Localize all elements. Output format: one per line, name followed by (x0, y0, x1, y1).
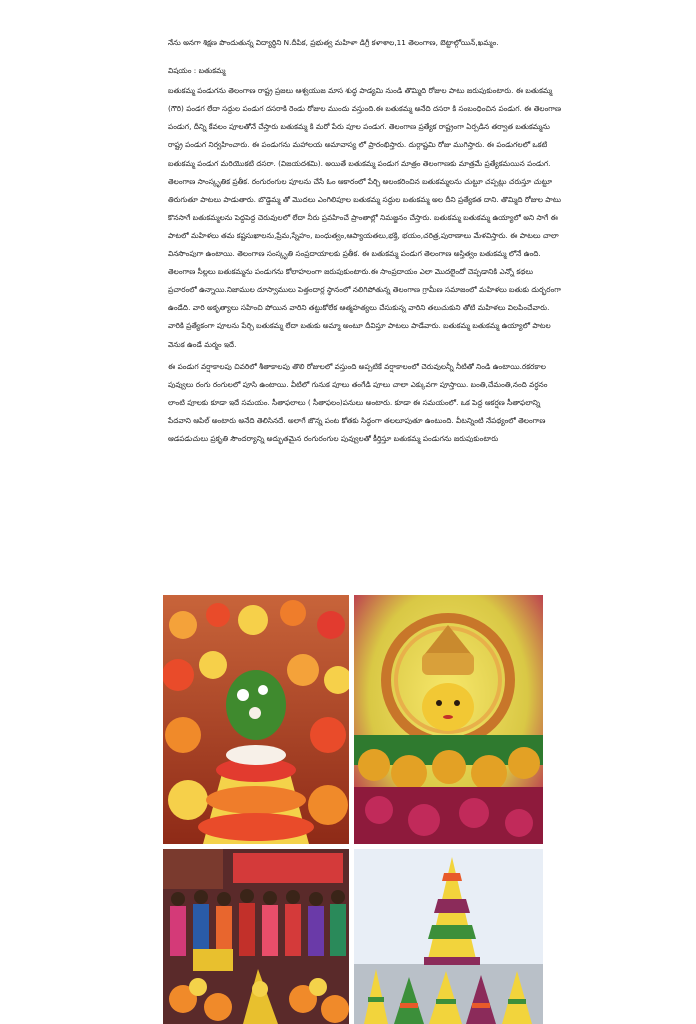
body-paragraph-1: బతుకమ్మ పండుగను తెలంగాణ రాష్ట్ర ప్రజలు ఆశ్వయుజ మాస శుద్ధ పాడ్యమి నుండి తొమ్మిది రోజుల పాటు జరుపుకుంటారు. ఈ బతుకమ్మ (గౌరి) పండగ లేదా సద్దుల పండుగ దసరాకి రెండు రోజుల ముందు వస్తుంది.ఈ బతుకమ్మ అనేది దసరా కి సంబంధించిన పండుగ. ఈ తెలంగాణ పండుగ, దీన్ని కేవలం పూలతోనే చేస్తారు బతుకమ్మ కి మరో పేరు పూల పండుగ. తెలంగాణ ప్రత్యేక రాష్ట్రంగా ఏర్పడిన తర్వాత బతుకమ్మను రాష్ట్ర పండుగ నిర్వహించారు. ఈ పండుగను మహాలయ అమావాస్య లో ప్రారంభిస్తారు. దుర్గాష్టమి రోజు ముగిస్తారు. ఈ పండుగలలో ఒకటి బతుకమ్మ పండుగ మరియొకటి దసరా. (విజయదశమి). అయితే బతుకమ్మ పండుగ మాత్రం తెలంగాణకు మాత్రమే ప్రత్యేకమయిన పండుగ. తెలంగాణ సాంస్కృతిక ప్రతీక. రంగురంగుల పూలను చేసే ఓం ఆకారంలో పేర్చి అలంకరించిన బతుకమ్మలను చుట్టూ చప్పట్లు చరుస్తూ చుట్టూ తిరుగుతూ పాటలు పాడుతారు. బొడ్డెమ్మ తో మొదలు ఎంగిలిపూల బతుకమ్మ సద్దుల బతుకమ్మ అల దీని ప్రత్యేకత దాని. తొమ్మిది రోజుల పాటు కొనసాగే బతుకమ్మలను పెద్దపెద్ద చెరువులలో లేదా నీరు ప్రవహించే ప్రాంతాల్లో నిమజ్జనం చేస్తారు. బతుకమ్మ బతుకమ్మ ఉయ్యాలో అని సాగే ఈ పాటలో మహిళలు తమ కష్టసుఖాలను,ప్రేమ,స్నేహం, బంధుత్వం,ఆప్యాయతలు,భక్తి, భయం,చరిత్ర,పురాణాలు మేళవిస్తారు. ఈ పాటలు చాలా వినసొంపుగా ఉంటాయి. తెలంగాణ సంస్కృతి సంప్రదాయాలకు ప్రతీక. ఈ బతుకమ్మ పండుగ తెలంగాణ అస్తిత్వం బతుకమ్మ లోనే ఉంది. తెలంగాణ సీల్లలు బతుకమ్మను పండుగను కోలాహలంగా జరుపుకుంటారు.ఈ సాంప్రదాయం ఎలా మొదలైందో చెప్పడానికి ఎన్నో కథలు ప్రచారంలో ఉన్నాయి.నిజాముల దూస్వాములు పెత్తందార్ల స్థానంలో నలిగిపోతున్న తెలంగాణ గ్రామీణ సమాజంలో మహిళలు బతుకు దుర్భరంగా ఉండేది. వారి అకృత్యాలు సహించి పోయిన వారిని తట్టుకోలేక ఆత్మహత్యలు చేసుకున్న వారిని తలుచుకుని తోటి మహిళలు విలపించేవారు. వారికి ప్రత్యేకంగా పూలను పేర్చి బతుకమ్మ లేదా బతుకు అమ్మా అంటూ దీవిస్తూ పాటలు పాడేవారు. బతుకమ్మ బతుకమ్మ ఉయ్యాలో పాటల వెనుక ఉండే మర్మం ఇదే. (168, 86, 562, 349)
subject-line: విషయం : బతుకమ్మ (168, 66, 226, 76)
body-paragraph-2: ఈ పండుగ వర్షాకాలపు చివరిలో శీతాకాలపు తొలి రోజులలో వస్తుంది అప్పటికే వర్షాకాలంలో చెరువులన్నీ నీటితో నిండి ఉంటాయి.రకరకాల పువ్వులు రంగు రంగులలో పూసి ఉంటాయి. వీటిలో గునుక పూలు తంగేడి పూలు చాలా ఎక్కువగా పూస్తాయి. బంతి,చేమంతి,నంది వర్ధనం లాంటి పూలకు కూడా ఇదే సమయం. సీతాఫలాలు ( సీతాఫలం)పనులు అంటారు. కూడా ఈ సమయంలో. ఒక పెద్ద ఆకర్షణ సీతాఫలాన్ని పేదవాని ఆపిల్ అంటారు అనేది తెలిసినదే. అలాగే జొన్న పంట కోతకు సిద్ధంగా తలలూపుతూ ఉంటుంది. వీటన్నింటి నేపథ్యంలో తెలంగాణ ఆడపడుచులు ప్రకృతి సౌందర్యాన్ని అద్భుతమైన రంగురంగుల పువ్వులతో కీర్తిస్తూ బతుకమ్మ పండుగను జరుపుకుంటారు (168, 361, 548, 443)
intro-paragraph: నేను అనగా శిక్షణ పొందుతున్న విద్యార్థిని N.దీపిక, ప్రభుత్వ మహిళా డిగ్రీ కళాశాల,11 తెలంగాణ, బెట్టాల్గోయిన్,ఖమ్మం. (168, 38, 499, 47)
giant-bathukamma-photo (354, 849, 543, 1024)
women-celebrating-photo (163, 849, 349, 1024)
gauramma-idol-photo (354, 595, 543, 844)
photo-collage (163, 595, 543, 1024)
flower-stacks-photo (163, 595, 349, 844)
document-text (168, 34, 564, 448)
